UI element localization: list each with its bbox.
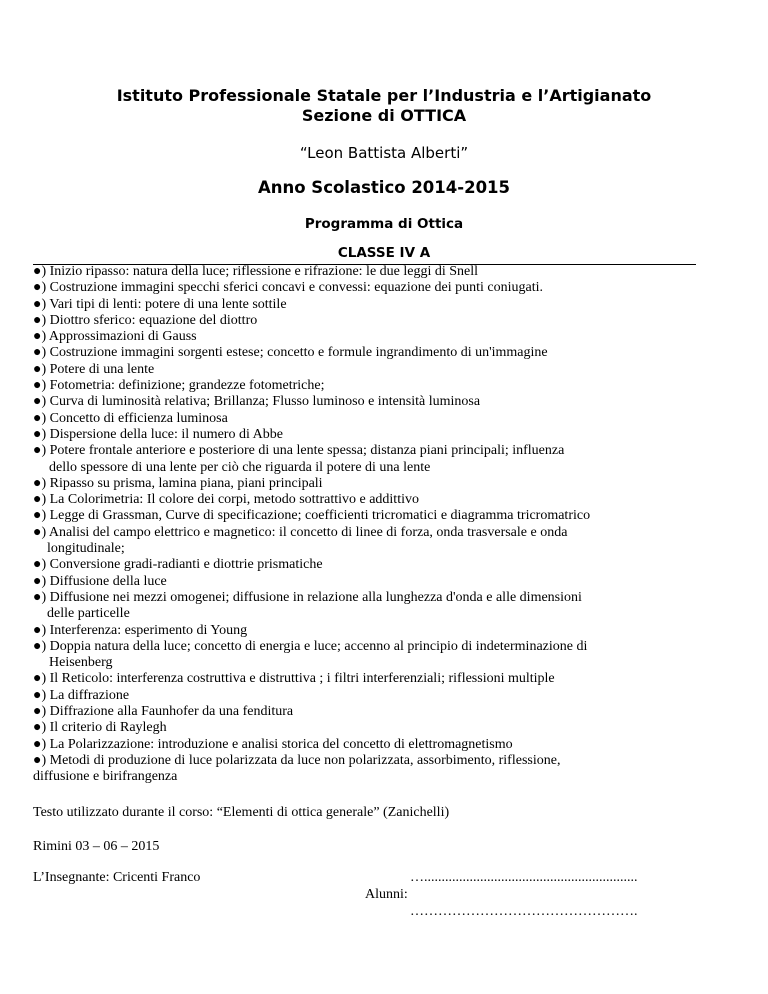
bullet-icon: ●) <box>33 378 47 394</box>
program-item <box>33 280 733 296</box>
bullet-icon: ●) <box>33 345 47 361</box>
program-item <box>33 590 733 606</box>
program-item-text: Costruzione immagini sorgenti estese; concetto e formule ingrandimento di un'immagine <box>46 345 548 361</box>
program-item <box>33 492 733 508</box>
program-item-continuation: diffusione e birifrangenza <box>33 769 178 785</box>
program-item-text: Metodi di produzione di luce polarizzata da luce non polarizzata, assorbimento, riflessione, <box>46 752 561 768</box>
program-item <box>33 508 733 524</box>
program-item <box>33 362 733 378</box>
bullet-icon: ●) <box>33 508 47 524</box>
program-item <box>33 394 733 410</box>
bullet-icon: ●) <box>33 622 47 638</box>
program-item-text: La Colorimetria: Il colore dei corpi, metodo sottrattivo e addittivo <box>46 492 419 508</box>
program-item-text: Ripasso su prisma, lamina piana, piani principali <box>46 475 323 491</box>
bullet-icon: ●) <box>33 524 47 540</box>
program-item-text: Analisi del campo elettrico e magnetico: il concetto di linee di forza, onda trasversale e onda <box>46 524 568 540</box>
program-item-text: Il Reticolo: interferenza costruttiva e distruttiva ; i filtri interferenziali; riflessioni multiple <box>46 671 555 687</box>
program-item-text: La Polarizzazione: introduzione e analisi storica del concetto di elettromagnetismo <box>46 736 513 752</box>
program-list <box>33 264 733 786</box>
program-item <box>33 753 733 769</box>
program-item <box>33 737 733 753</box>
program-item-text: Il criterio di Raylegh <box>46 720 167 736</box>
program-item <box>33 525 733 541</box>
program-item-continuation: dello spessore di una lente per ciò che riguarda il potere di una lente <box>49 459 431 475</box>
class-title: CLASSE IV A <box>337 245 431 261</box>
bullet-icon: ●) <box>33 720 47 736</box>
program-item <box>33 557 733 573</box>
program-item-text: Interferenza: esperimento di Young <box>46 622 248 638</box>
program-item <box>33 720 733 736</box>
bullet-icon: ●) <box>33 557 47 573</box>
program-item-text: Conversione gradi-radianti e diottrie prismatiche <box>46 557 323 573</box>
teacher-line: L’Insegnante: Cricenti Franco <box>33 870 201 885</box>
program-item <box>33 264 733 280</box>
program-item <box>33 688 733 704</box>
bullet-icon: ●) <box>33 589 47 605</box>
teacher-signature-line: …............................................................. <box>410 870 638 885</box>
bullet-icon: ●) <box>33 752 47 768</box>
bullet-icon: ●) <box>33 573 47 589</box>
bullet-icon: ●) <box>33 671 47 687</box>
bullet-icon: ●) <box>33 638 47 654</box>
program-item-text: Fotometria: definizione; grandezze fotometriche; <box>46 378 325 394</box>
program-item-text: Diffusione nei mezzi omogenei; diffusione in relazione alla lunghezza d'onda e alle dimensioni <box>46 589 582 605</box>
program-item-text: Curva di luminosità relativa; Brillanza; Flusso luminoso e intensità luminosa <box>46 394 481 410</box>
institute-title: Istituto Professionale Statale per l’Industria e l’Artigianato <box>116 86 652 105</box>
program-item <box>33 623 733 639</box>
program-item <box>33 411 733 427</box>
bullet-icon: ●) <box>33 443 47 459</box>
program-item-text: Dispersione della luce: il numero di Abbe <box>46 426 283 442</box>
program-item-text: Costruzione immagini specchi sferici concavi e convessi: equazione dei punti coniugati. <box>46 280 543 296</box>
textbook-note: Testo utilizzato durante il corso: “Elementi di ottica generale” (Zanichelli) <box>33 805 450 820</box>
program-item <box>33 574 733 590</box>
program-item <box>33 639 733 655</box>
program-item-text: Doppia natura della luce; concetto di energia e luce; accenno al principio di indeterminazione di <box>46 638 588 654</box>
place-date: Rimini 03 – 06 – 2015 <box>33 839 160 854</box>
bullet-icon: ●) <box>33 687 47 703</box>
bullet-icon: ●) <box>33 704 47 720</box>
bullet-icon: ●) <box>33 264 47 279</box>
bullet-icon: ●) <box>33 280 47 296</box>
students-label: Alunni: <box>365 887 408 902</box>
program-item-text: Approssimazioni di Gauss <box>46 329 197 345</box>
program-item-text: Legge di Grassman, Curve di specificazione; coefficienti tricromatici e diagramma tricromatrico <box>46 508 591 524</box>
program-item <box>33 378 733 394</box>
program-item-text: Concetto di efficienza luminosa <box>46 410 228 426</box>
program-item-continuation: delle particelle <box>47 606 130 622</box>
program-item-text: Diffrazione alla Faunhofer da una fenditura <box>46 704 294 720</box>
program-item-text: Diffusione della luce <box>46 573 167 589</box>
program-item <box>33 297 733 313</box>
program-item <box>33 427 733 443</box>
section-title: Sezione di OTTICA <box>301 106 467 125</box>
program-item-continuation: Heisenberg <box>49 655 113 671</box>
program-item <box>33 476 733 492</box>
program-item <box>33 329 733 345</box>
school-name: “Leon Battista Alberti” <box>299 144 469 162</box>
bullet-icon: ●) <box>33 329 47 345</box>
program-item-text: La diffrazione <box>46 687 130 703</box>
bullet-icon: ●) <box>33 312 47 328</box>
program-item <box>33 443 733 459</box>
program-item <box>33 671 733 687</box>
subject-title: Programma di Ottica <box>304 216 464 232</box>
students-signature-line: …………………………………………. <box>410 904 638 919</box>
program-item-text: Potere frontale anteriore e posteriore di una lente spessa; distanza piani principali; influenza <box>46 443 565 459</box>
bullet-icon: ●) <box>33 736 47 752</box>
program-item <box>33 345 733 361</box>
bullet-icon: ●) <box>33 426 47 442</box>
program-item-text: Inizio ripasso: natura della luce; riflessione e rifrazione: le due leggi di Snell <box>46 264 479 279</box>
program-item-text: Diottro sferico: equazione del diottro <box>46 312 258 328</box>
program-item-text: Potere di una lente <box>46 361 155 377</box>
school-year: Anno Scolastico 2014-2015 <box>257 178 511 197</box>
program-item <box>33 313 733 329</box>
bullet-icon: ●) <box>33 410 47 426</box>
bullet-icon: ●) <box>33 475 47 491</box>
bullet-icon: ●) <box>33 361 47 377</box>
program-item-continuation: longitudinale; <box>47 541 125 557</box>
bullet-icon: ●) <box>33 492 47 508</box>
bullet-icon: ●) <box>33 296 47 312</box>
program-item <box>33 704 733 720</box>
bullet-icon: ●) <box>33 394 47 410</box>
program-item-text: Vari tipi di lenti: potere di una lente sottile <box>46 296 287 312</box>
